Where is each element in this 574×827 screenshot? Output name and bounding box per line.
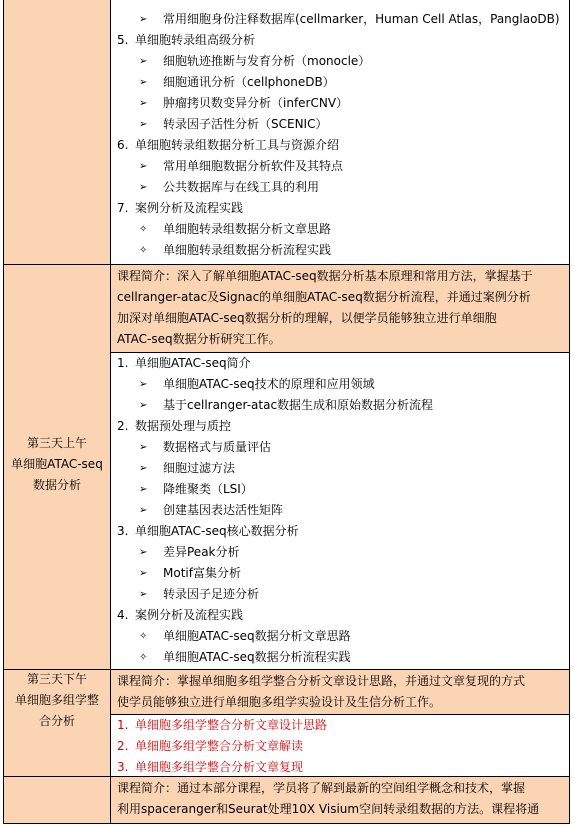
arrow-bullet-icon: ➢	[139, 379, 148, 390]
intro-text-line: 课程简介：通过本部分课程，学员将了解到最新的空间组学概念和技术，掌握	[117, 781, 526, 795]
arrow-bullet-icon: ➢	[139, 463, 148, 474]
row-1-label-cell	[3, 0, 111, 265]
arrow-bullet-icon: ➢	[139, 182, 148, 193]
intro-text-line: ATAC-seq数据分析研究工作。	[117, 332, 281, 346]
row-2-content-cell: 1. 单细胞ATAC-seq简介 ➢ 单细胞ATAC-seq技术的原理和应用领域 ➢ 基于cellranger-atac数据生成和原始数据分析流程 2. 数据预处理与质控 ➢ 数据格式与质量评估 ➢ 细胞过滤方法 ➢ 降维聚类（LSI） ➢ 创建基因表达活性矩阵 3. 单细胞ATAC-seq核心数据分析 ➢ 差异Peak分析 ➢ Motif富集分析 ➢ 转录因子足迹分析 4. 案例分析及流程实践 ✧ 单细胞ATAC-seq数据分析文章思路 ✧ 单细胞ATAC-seq数据分析流程实践	[111, 353, 570, 670]
session-title-line: 第三天上午	[26, 436, 87, 450]
intro-text-line: 使学员能够独立进行单细胞多组学实验设计及生信分析工作。	[117, 695, 442, 709]
arrow-bullet-icon: ➢	[139, 589, 148, 600]
arrow-bullet-icon: ➢	[139, 568, 148, 579]
row-2-label-cell	[3, 265, 111, 670]
intro-text-line: 加深对单细胞ATAC-seq数据分析的理解，以便学员能够独立进行单细胞	[117, 311, 497, 325]
arrow-bullet-icon: ➢	[139, 505, 148, 516]
intro-text-line: 利用spaceranger和Seurat处理10X Visium空间转录组数据的方法。课程将通	[117, 802, 540, 816]
session-title-line: 单细胞ATAC-seq	[11, 457, 103, 471]
diamond-bullet-icon: ✧	[139, 245, 148, 256]
arrow-bullet-icon: ➢	[139, 484, 148, 495]
diamond-bullet-icon: ✧	[139, 631, 148, 642]
arrow-bullet-icon: ➢	[139, 442, 148, 453]
arrow-bullet-icon: ➢	[139, 400, 148, 411]
row-3-intro-cell	[111, 670, 570, 715]
row-3-label-cell	[3, 670, 111, 777]
diamond-bullet-icon: ✧	[139, 224, 148, 235]
row-3-content-cell: 1. 单细胞多组学整合分析文章设计思路 2. 单细胞多组学整合分析文章解读 3. 单细胞多组学整合分析文章复现	[111, 715, 570, 777]
arrow-bullet-icon: ➢	[139, 77, 148, 88]
arrow-bullet-icon: ➢	[139, 547, 148, 558]
course-schedule-table	[3, 0, 570, 824]
intro-text-line: 课程简介：深入了解单细胞ATAC-seq数据分析基本原理和常用方法，掌握基于	[117, 269, 533, 283]
session-title-line: 第三天下午	[26, 672, 87, 686]
row-1-content-cell: ➢ 常用细胞身份注释数据库(cellmarker，Human Cell Atlas，PanglaoDB) 5. 单细胞转录组高级分析 ➢ 细胞轨迹推断与发育分析（monocle） ➢ 细胞通讯分析（cellphoneDB） ➢ 肿瘤拷贝数变异分析（inferCNV） ➢ 转录因子活性分析（SCENIC） 6. 单细胞转录组数据分析工具与资源介绍 ➢ 常用单细胞数据分析软件及其特点 ➢ 公共数据库与在线工具的利用 7. 案例分析及流程实践 ✧ 单细胞转录组数据分析文章思路 ✧ 单细胞转录组数据分析流程实践	[111, 0, 570, 265]
session-title-line: 单细胞多组学整	[14, 693, 99, 707]
row-2-intro-cell	[111, 265, 570, 353]
arrow-bullet-icon: ➢	[139, 56, 148, 67]
diamond-bullet-icon: ✧	[139, 652, 148, 663]
arrow-bullet-icon: ➢	[139, 14, 148, 25]
row-4-intro-cell	[111, 777, 570, 824]
arrow-bullet-icon: ➢	[139, 161, 148, 172]
session-title-line: 数据分析	[32, 478, 81, 492]
session-title-line: 合分析	[38, 714, 75, 728]
intro-text-line: 课程简介：掌握单细胞多组学整合分析文章设计思路，并通过文章复现的方式	[117, 674, 526, 688]
row-4-label-cell	[3, 777, 111, 824]
arrow-bullet-icon: ➢	[139, 98, 148, 109]
arrow-bullet-icon: ➢	[139, 119, 148, 130]
intro-text-line: cellranger-atac及Signac的单细胞ATAC-seq数据分析流程，并通过案例分析	[117, 290, 531, 304]
